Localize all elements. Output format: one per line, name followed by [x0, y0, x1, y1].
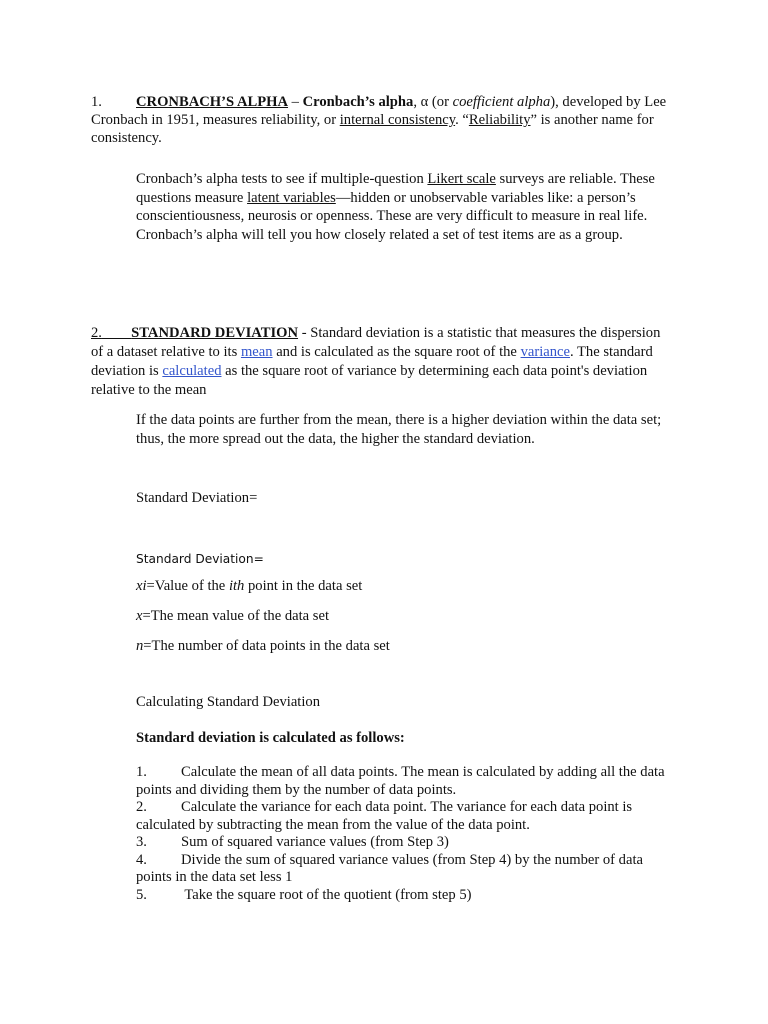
internal-consistency-link[interactable]: internal consistency [339, 112, 456, 128]
cronbach-text-b: surveys are reliable. These questions measure [136, 171, 655, 206]
definition-n: n=The number of data points in the data set [136, 638, 390, 654]
mean-link[interactable]: mean [240, 344, 273, 360]
list-item: 4. Divide the sum of squared variance values (from Step 4) by the number of data points in the data set less 1 [136, 851, 643, 885]
section1-text-4: ” is another name for consistency. [91, 112, 654, 146]
calculating-heading: Calculating Standard Deviation [136, 694, 320, 710]
section1-bold-term: Cronbach’s alpha [302, 94, 414, 110]
x-variable: x [136, 608, 143, 624]
list-item: 5. Take the square root of the quotient (from step 5) [136, 886, 472, 903]
latent-variables-link[interactable]: latent variables [247, 189, 336, 206]
steps-list [136, 764, 681, 904]
section1-text-3: . “ [455, 112, 469, 128]
section2-text-3: . The standard deviation is [91, 344, 653, 379]
section2-heading: STANDARD DEVIATION [131, 325, 299, 341]
section2-paragraph [91, 324, 671, 400]
variance-link[interactable]: variance [520, 344, 570, 360]
section1-text-1: , α (or [413, 94, 453, 110]
section1-number: 1. [91, 94, 102, 110]
section2-text-2: and is calculated as the square root of the [272, 344, 521, 360]
section2-text-1: - Standard deviation is a statistic that measures the dispersion of a dataset relative to its [91, 325, 661, 360]
definition-x: x=The mean value of the data set [136, 608, 330, 624]
section1-paragraph [91, 93, 671, 147]
ith-term: ith [228, 578, 245, 594]
section1-text-2: ), developed by Lee Cronbach in 1951, measures reliability, or [91, 94, 667, 128]
n-variable: n [136, 638, 144, 654]
section1-dash: – [288, 94, 303, 110]
list-item: 2. Calculate the variance for each data point. The variance for each data point is calculated by subtracting the mean from the value of the data point. [136, 799, 633, 833]
definition-xi: xi=Value of the ith point in the data set [136, 578, 363, 594]
cronbach-text-a: Cronbach’s alpha tests to see if multiple-question [136, 171, 428, 187]
section2-indented-paragraph: If the data points are further from the mean, there is a higher deviation within the data set; thus, the more spread out the data, the higher the standard deviation. [136, 412, 662, 447]
calculation-intro: Standard deviation is calculated as follows: [136, 730, 405, 746]
likert-scale-link[interactable]: Likert scale [427, 171, 496, 187]
section2-number: 2. [91, 325, 102, 341]
reliability-link[interactable]: Reliability [468, 112, 531, 128]
sd-formula-label-alt: Standard Deviation= [136, 552, 264, 566]
cronbach-text-c: —hidden or unobservable variables like: a person’s conscientiousness, neurosis or openness. These are very difficult to measure in real life. Cronbach’s alpha will tell you how closely related a set of test items are as a group. [136, 189, 648, 243]
sd-formula-label: Standard Deviation= [136, 490, 258, 506]
xi-variable: xi [136, 578, 147, 594]
section2-text-4: as the square root of variance by determining each data point's deviation relative to the mean [91, 363, 648, 398]
section1-heading: CRONBACH’S ALPHA [136, 94, 289, 110]
list-item: 1. Calculate the mean of all data points. The mean is calculated by adding all the data points and dividing them by the number of data points. [136, 764, 665, 798]
list-item: 3. Sum of squared variance values (from Step 3) [136, 834, 449, 850]
section1-italic-term: coefficient alpha [452, 94, 551, 110]
section1-indented-paragraph [136, 170, 681, 244]
calculated-link[interactable]: calculated [162, 363, 222, 379]
